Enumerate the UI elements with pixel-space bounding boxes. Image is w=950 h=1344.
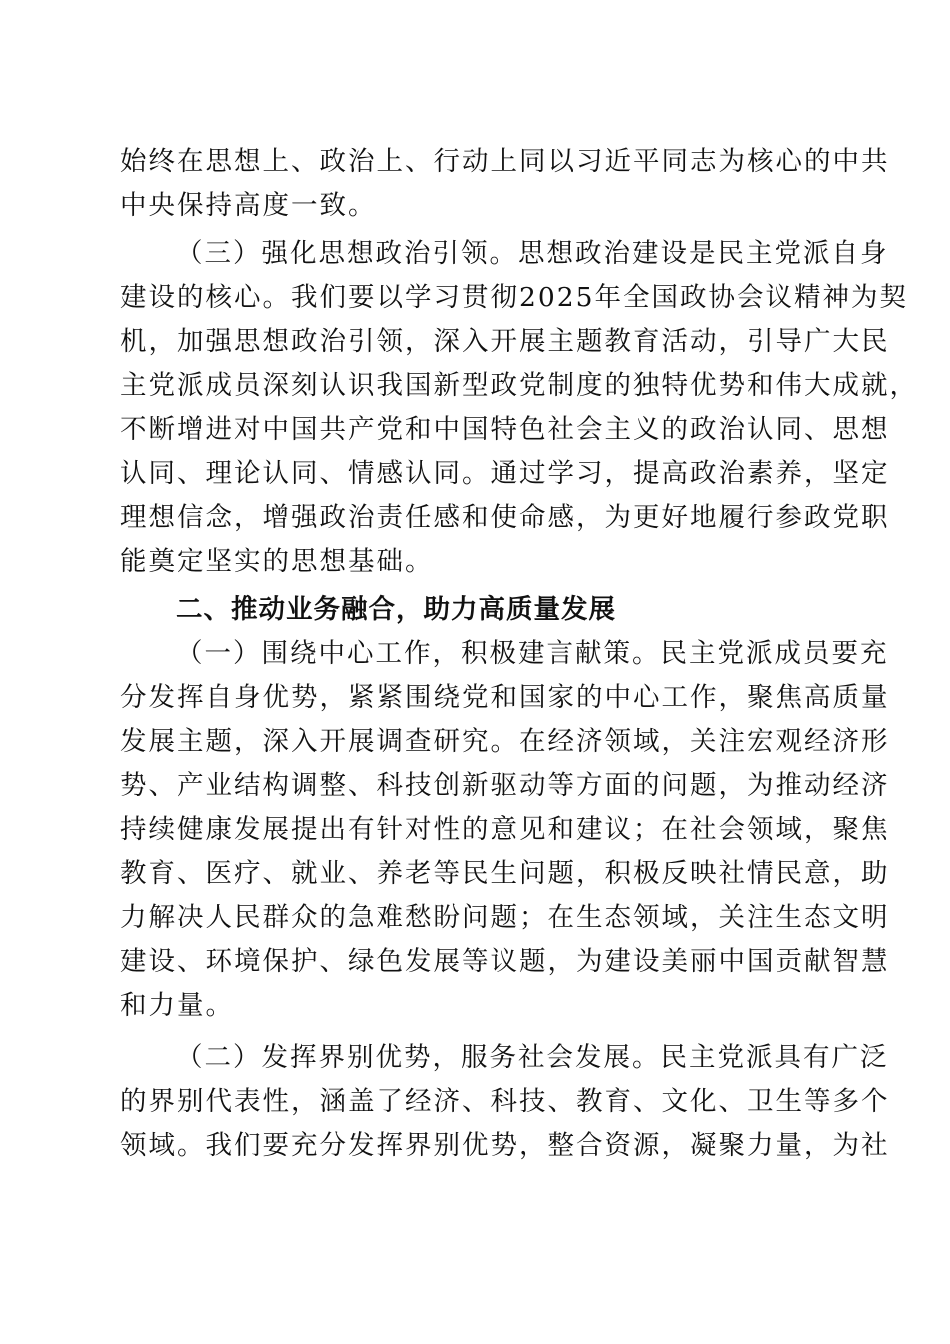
text-line: 中央保持高度一致。: [120, 190, 377, 221]
text-line: 建设的核心。我们要以学习贯彻2025年全国政协会议精神为契: [120, 282, 908, 313]
text-line: 能奠定坚实的思想基础。: [120, 546, 434, 577]
text-line: 主党派成员深刻认识我国新型政党制度的独特优势和伟大成就，: [120, 370, 918, 401]
document-body: [120, 140, 890, 228]
text-line: （一）围绕中心工作，积极建言献策。民主党派成员要充: [176, 638, 889, 669]
text-line: 领域。我们要充分发挥界别优势，整合资源，凝聚力量，为社: [120, 1130, 890, 1161]
text-line: 力解决人民群众的急难愁盼问题；在生态领域，关注生态文明: [120, 902, 890, 933]
text-line: 建设、环境保护、绿色发展等议题，为建设美丽中国贡献智慧: [120, 946, 890, 977]
paragraph-2: [120, 1036, 890, 1168]
text-line: 发展主题，深入开展调查研究。在经济领域，关注宏观经济形: [120, 726, 890, 757]
text-line: 的界别代表性，涵盖了经济、科技、教育、文化、卫生等多个: [120, 1086, 890, 1117]
paragraph-1: [120, 632, 890, 1028]
paragraph-3: [120, 232, 918, 584]
text-line: 机，加强思想政治引领，深入开展主题教育活动，引导广大民: [120, 326, 890, 357]
text-line: 持续健康发展提出有针对性的意见和建议；在社会领域，聚焦: [120, 814, 890, 845]
text-line: 和力量。: [120, 990, 234, 1021]
text-line: 势、产业结构调整、科技创新驱动等方面的问题，为推动经济: [120, 770, 890, 801]
text-line: 始终在思想上、政治上、行动上同以习近平同志为核心的中共: [120, 146, 890, 177]
text-line: 不断增进对中国共产党和中国特色社会主义的政治认同、思想: [120, 414, 890, 445]
text-line: 分发挥自身优势，紧紧围绕党和国家的中心工作，聚焦高质量: [120, 682, 890, 713]
section-heading: [120, 588, 832, 632]
text-line: 教育、医疗、就业、养老等民生问题，积极反映社情民意，助: [120, 858, 890, 889]
text-line: 理想信念，增强政治责任感和使命感，为更好地履行参政党职: [120, 502, 890, 533]
section-title: 二、推动业务融合，助力高质量发展: [176, 594, 616, 625]
text-line: 认同、理论认同、情感认同。通过学习，提高政治素养，坚定: [120, 458, 890, 489]
text-line: （三）强化思想政治引领。思想政治建设是民主党派自身: [176, 238, 889, 269]
text-line: （二）发挥界别优势，服务社会发展。民主党派具有广泛: [176, 1042, 889, 1073]
